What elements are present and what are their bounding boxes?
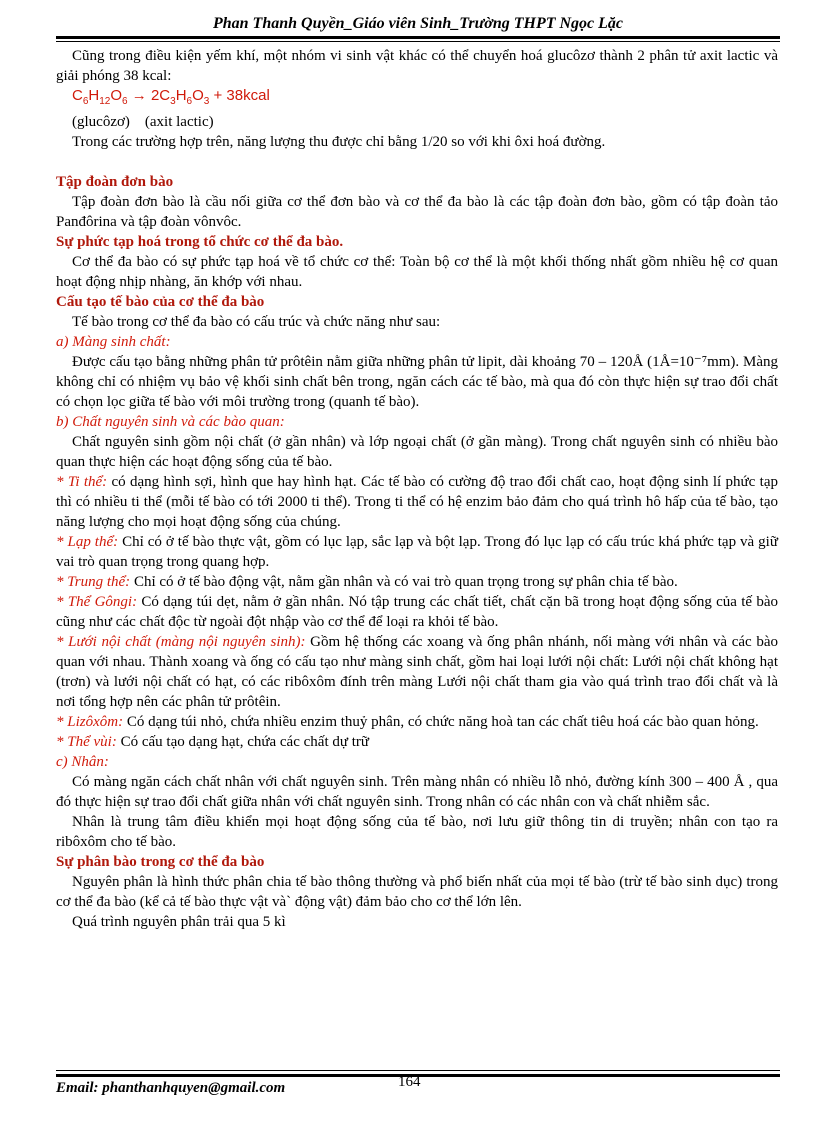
footer-email: Email: phanthanhquyen@gmail.com (56, 1080, 286, 1096)
paragraph: Cũng trong điều kiện yếm khí, một nhóm vi sinh vật khác có thể chuyển hoá glucôzơ thành 2 phân tử axit lactic và giải phóng 38 kcal: (56, 48, 778, 84)
organelle-term: * Thể Gôngi: (56, 594, 138, 610)
organelle-term: * Trung thể: (56, 574, 131, 590)
footer-rule-thin (56, 1070, 780, 1071)
page-header: Phan Thanh Quyền_Giáo viên Sinh_Trường THPT Ngọc Lặc (212, 15, 624, 32)
header-rule (56, 36, 780, 39)
paragraph: Nguyên phân là hình thức phân chia tế bào thông thường và phổ biến nhất của mọi tế bào (trừ tế bào sinh dục) trong cơ thể đa bào (kể cả tế bào thực vật và` động vật) đảm bảo cho cơ thể lớn lên. (56, 874, 778, 910)
organelle-item: * Ti thể: có dạng hình sợi, hình que hay hình hạt. Các tế bào có cường độ trao đổi chất cao, hoạt động sinh lí phức tạp thì có nhiều ti thể (mỗi tế bào có tới 2000 ti thể). Trong ti thể có hệ enzim bảo đảm cho quá trình hô hấp của tế bào, tạo năng lượng cho mọi hoạt động sống của chúng. (56, 474, 778, 530)
organelle-term: * Lạp thể: (56, 534, 119, 550)
subsection-title: c) Nhân: (56, 754, 109, 770)
page-content (56, 46, 778, 932)
chemical-formula: $C_6H_{12}O_6 \to 2C_3H_6O_3$ + 38kcal (72, 87, 270, 107)
organelle-term: * Lưới nội chất (màng nội nguyên sinh): (56, 634, 306, 650)
formula-names: (glucôzơ) (axit lactic) (72, 114, 214, 130)
subsection-title: a) Màng sinh chất: (56, 334, 171, 350)
organelle-term: * Ti thể: (56, 474, 108, 490)
paragraph: Được cấu tạo bằng những phân tử prôtêin nằm giữa những phân tử lipit, dài khoảng 70 – 120Å (1Å=10⁻⁷mm). Màng không chỉ có nhiệm vụ bảo vệ khối sinh chất bên trong, ngăn cách các tế bào, mà qua đó còn thực hiện sự trao đổi chất có chọn lọc giữa tế bào với môi trường trong (quanh tế bào). (56, 354, 778, 410)
section-heading: Sự phức tạp hoá trong tổ chức cơ thể đa bào. (56, 234, 344, 250)
section-heading: Sự phân bào trong cơ thể đa bào (56, 854, 265, 870)
paragraph: Nhân là trung tâm điều khiển mọi hoạt động sống của tế bào, nơi lưu giữ thông tin di truyền; nhân con tạo ra ribôxôm cho tế bào. (56, 814, 778, 850)
paragraph: Có màng ngăn cách chất nhân với chất nguyên sinh. Trên màng nhân có nhiều lỗ nhỏ, đường kính 300 – 400 Å , qua đó thực hiện sự trao đổi chất giữa nhân với chất nguyên sinh. Trong nhân có các nhân con và chất nhiễm sắc. (56, 774, 778, 810)
paragraph: Chất nguyên sinh gồm nội chất (ở gần nhân) và lớp ngoại chất (ở gần màng). Trong chất nguyên sinh có nhiều bào quan thực hiện các hoạt động sống của tế bào. (56, 434, 778, 470)
organelle-item: * Lizôxôm: Có dạng túi nhỏ, chứa nhiều enzim thuỷ phân, có chức năng hoà tan các chất tiêu hoá các bào quan hỏng. (56, 714, 759, 730)
organelle-item: * Thể vùi: Có cấu tạo dạng hạt, chứa các chất dự trữ (56, 734, 370, 750)
page-number: 164 (398, 1074, 421, 1090)
organelle-term: * Thể vùi: (56, 734, 117, 750)
header-rule-thin (56, 41, 780, 42)
paragraph: Tập đoàn đơn bào là cầu nối giữa cơ thể đơn bào và cơ thể đa bào là các tập đoàn đơn bào, gồm có tập đoàn tảo Panđôrina và tập đoàn vônvôc. (56, 194, 778, 230)
organelle-item: * Trung thể: Chỉ có ở tế bào động vật, nằm gần nhân và có vai trò quan trọng trong sự phân chia tế bào. (56, 574, 678, 590)
organelle-item: * Thể Gôngi: Có dạng túi dẹt, nằm ở gần nhân. Nó tập trung các chất tiết, chất cặn bã trong hoạt động sống của tế bào cũng như các chất độc từ ngoài đột nhập vào cơ thể để loại ra khỏi tế bào. (56, 594, 778, 630)
organelle-item: * Lạp thể: Chỉ có ở tế bào thực vật, gồm có lục lạp, sắc lạp và bột lạp. Trong đó lục lạp có cấu trúc khá phức tạp và giữ vai trò quan trọng trong quang hợp. (56, 534, 778, 570)
subsection-title: b) Chất nguyên sinh và các bào quan: (56, 414, 285, 430)
organelle-term: * Lizôxôm: (56, 714, 124, 730)
paragraph: Quá trình nguyên phân trải qua 5 kì (72, 914, 286, 930)
section-heading: Cấu tạo tế bào của cơ thể đa bào (56, 294, 265, 310)
paragraph: Cơ thể đa bào có sự phức tạp hoá về tổ chức cơ thể: Toàn bộ cơ thể là một khối thống nhất gồm nhiều hệ cơ quan hoạt động nhịp nhàng, ăn khớp với nhau. (56, 254, 778, 290)
paragraph: Tế bào trong cơ thể đa bào có cấu trúc và chức năng như sau: (72, 314, 441, 330)
paragraph: Trong các trường hợp trên, năng lượng thu được chỉ bằng 1/20 so với khi ôxi hoá đường. (72, 134, 606, 150)
organelle-item: * Lưới nội chất (màng nội nguyên sinh): Gồm hệ thống các xoang và ống phân nhánh, nối màng với nhân và các bào quan với nhau. Thành xoang và ống có cấu tạo như màng sinh chất, gồm hai loại lưới nội chất: Lưới nội chất không hạt (trơn) và lưới nội chất có hạt, có các ribôxôm đính trên màng Lưới nội chất tham gia vào quá trình trao đổi chất và là nơi tổng hợp nên các phân tử prôtêin. (56, 634, 779, 710)
section-heading: Tập đoàn đơn bào (56, 174, 174, 190)
